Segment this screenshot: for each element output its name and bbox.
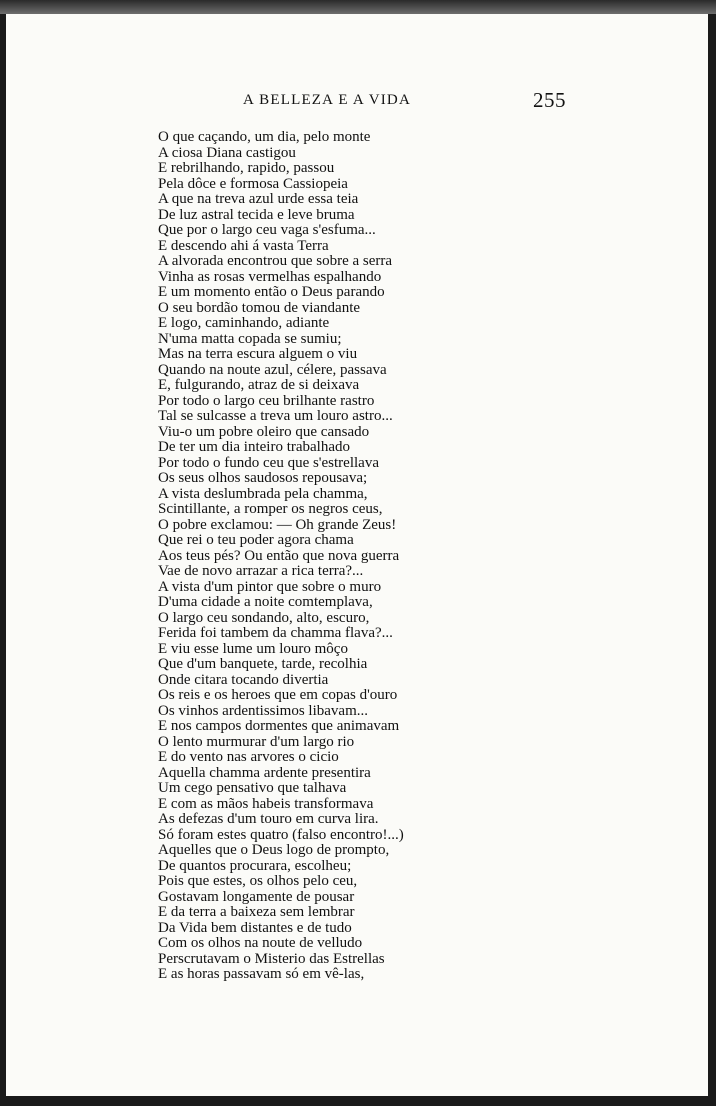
poem-line: A alvorada encontrou que sobre a serra <box>158 253 393 269</box>
poem-line: Um cego pensativo que talhava <box>158 780 347 796</box>
poem-line: N'uma matta copada se sumiu; <box>158 330 342 347</box>
poem-line: O pobre exclamou: — Oh grande Zeus! <box>158 516 397 533</box>
poem-line: O seu bordão tomou de viandante <box>158 299 361 316</box>
poem-line: Viu-o um pobre oleiro que cansado <box>158 423 370 440</box>
poem-line: E nos campos dormentes que animavam <box>158 718 400 734</box>
poem-line: O que caçando, um dia, pelo monte <box>158 129 371 145</box>
poem-line: De ter um dia inteiro trabalhado <box>158 439 351 455</box>
poem-line: E do vento nas arvores o cicio <box>158 749 339 765</box>
poem-line: O largo ceu sondando, alto, escuro, <box>158 609 370 626</box>
poem-line: Gostavam longamente de pousar <box>158 888 355 905</box>
poem-line: E rebrilhando, rapido, passou <box>158 160 335 176</box>
poem-line: Onde citara tocando divertia <box>158 671 329 688</box>
poem-line: Por todo o fundo ceu que s'estrellava <box>158 454 379 471</box>
poem-line: Vae de novo arrazar a rica terra?... <box>158 563 364 579</box>
poem-text <box>158 130 404 983</box>
poem-line: O lento murmurar d'um largo rio <box>158 733 355 750</box>
poem-line: Scintillante, a romper os negros ceus, <box>158 501 383 517</box>
poem-line: Ferida foi tambem da chamma flava?... <box>158 625 393 641</box>
poem-line: A ciosa Diana castigou <box>158 144 296 161</box>
poem-line: Vinha as rosas vermelhas espalhando <box>158 268 382 285</box>
poem-line: Quando na noute azul, célere, passava <box>158 361 387 378</box>
scan-top-edge <box>0 0 716 14</box>
poem-line: Da Vida bem distantes e de tudo <box>158 919 352 936</box>
poem-line: E da terra a baixeza sem lembrar <box>158 904 355 920</box>
poem-line: Só foram estes quatro (falso encontro!...) <box>158 826 404 843</box>
poem-line: Os reis e os heroes que em copas d'ouro <box>158 687 398 703</box>
poem-line: E logo, caminhando, adiante <box>158 315 330 331</box>
poem-line: A vista deslumbrada pela chamma, <box>158 485 368 502</box>
poem-line: E com as mãos habeis transformava <box>158 795 374 812</box>
poem-line: E, fulgurando, atraz de si deixava <box>158 377 360 393</box>
poem-line: Mas na terra escura alguem o viu <box>158 346 358 362</box>
poem-line: E viu esse lume um louro môço <box>158 640 348 657</box>
poem-line: As defezas d'um touro em curva lira. <box>158 811 379 827</box>
poem-line: D'uma cidade a noite comtemplava, <box>158 594 373 610</box>
poem-line: A vista d'um pintor que sobre o muro <box>158 578 382 595</box>
poem-line: E descendo ahi á vasta Terra <box>158 237 329 254</box>
poem-line: Aquelles que o Deus logo de prompto, <box>158 842 390 858</box>
poem-line: Tal se sulcasse a treva um louro astro... <box>158 408 393 424</box>
poem-line: Que por o largo ceu vaga s'esfuma... <box>158 222 376 238</box>
poem-line: Por todo o largo ceu brilhante rastro <box>158 392 375 409</box>
poem-line: Perscrutavam o Misterio das Estrellas <box>158 950 385 967</box>
poem-line: Com os olhos na noute de velludo <box>158 935 363 951</box>
page-number: 255 <box>533 88 566 112</box>
poem-line: Aos teus pés? Ou então que nova guerra <box>158 547 400 564</box>
poem-line: De luz astral tecida e leve bruma <box>158 206 355 223</box>
poem-line: Pois que estes, os olhos pelo ceu, <box>158 873 358 889</box>
poem-line: Que d'um banquete, tarde, recolhia <box>158 656 368 672</box>
poem-line: Os vinhos ardentissimos libavam... <box>158 702 368 719</box>
poem-line: Aquella chamma ardente presentira <box>158 764 371 781</box>
poem-line: Os seus olhos saudosos repousava; <box>158 470 368 486</box>
poem-line: Pela dôce e formosa Cassiopeia <box>158 175 348 192</box>
poem-line: E um momento então o Deus parando <box>158 284 385 300</box>
poem-line: A que na treva azul urde essa teia <box>158 191 359 207</box>
poem-line: De quantos procurara, escolheu; <box>158 857 352 874</box>
poem-line: E as horas passavam só em vê-las, <box>158 966 365 982</box>
poem-line: Que rei o teu poder agora chama <box>158 532 354 548</box>
running-head: A BELLEZA E A VIDA <box>243 92 411 108</box>
